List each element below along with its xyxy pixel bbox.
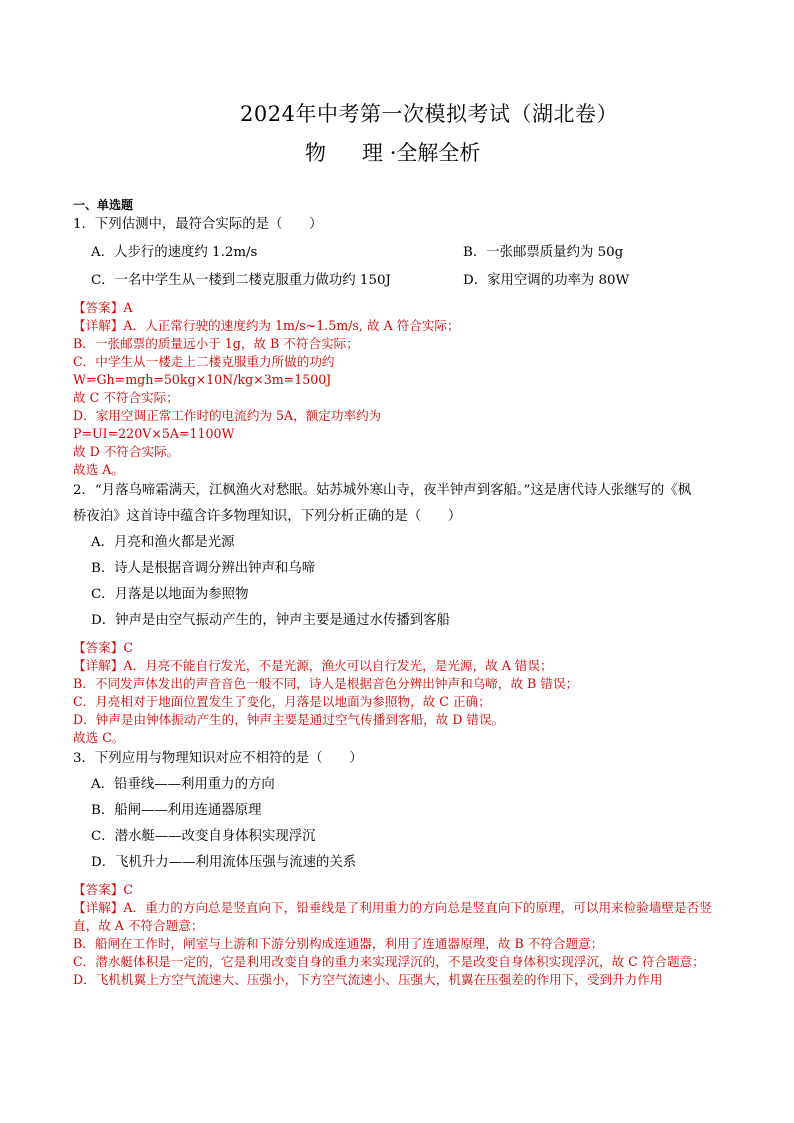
subtitle-suffix: ·全解全析 <box>389 141 481 165</box>
question-1-options-row-2 <box>73 271 733 291</box>
q1-detail-line: P=UI=220V×5A=1100W <box>73 426 235 441</box>
q3-detail-line: B．船闸在工作时，闸室与上游和下游分别构成连通器，利用了连通器原理，故 B 不符合题意； <box>73 936 604 951</box>
question-3-answer-block <box>73 881 733 989</box>
q2-option-b: B．诗人是根据音调分辨出钟声和乌啼 <box>91 561 316 576</box>
question-1-options-row-1 <box>73 243 733 263</box>
subject-char-2: 理 <box>362 141 383 165</box>
q2-answer: 【答案】C <box>73 640 134 655</box>
section-heading: 一、单选题 <box>73 198 134 212</box>
q3-detail-line: D．飞机机翼上方空气流速大、压强小，下方空气流速小、压强大，机翼在压强差的作用下，受到升力作用 <box>73 972 663 987</box>
q2-detail-line: D．钟声是由钟体振动产生的，钟声主要是通过空气传播到客船，故 D 错误。 <box>73 712 505 727</box>
q2-option-a: A．月亮和渔火都是光源 <box>91 535 235 550</box>
exam-content <box>73 197 733 989</box>
question-3-stem: 3．下列应用与物理知识对应不相符的是（ ） <box>73 751 363 766</box>
question-2-answer-block <box>73 639 733 747</box>
q1-conclusion: 故选 A。 <box>73 462 124 477</box>
q3-detail-first: 【详解】A．重力的方向总是竖直向下，铅垂线是了利用重力的方向总是竖直向下的原理，可以用来检验墙壁是否竖直，故 A 不符合题意； <box>73 900 712 933</box>
q3-option-a: A．铅垂线——利用重力的方向 <box>91 777 275 792</box>
exam-subtitle <box>305 137 480 167</box>
question-1-answer-block <box>73 299 733 479</box>
q1-detail-line: C．中学生从一楼走上二楼克服重力所做的功约 <box>73 354 335 369</box>
q2-detail-line: C．月亮相对于地面位置发生了变化，月落是以地面为参照物，故 C 正确； <box>73 694 491 709</box>
q3-detail-line: C．潜水艇体积是一定的，它是利用改变自身的重力来实现浮沉的，不是改变自身体积实现浮沉，故 C 符合题意； <box>73 954 705 969</box>
q2-detail-line: B．不同发声体发出的声音音色一般不同，诗人是根据音色分辨出钟声和乌啼，故 B 错误； <box>73 676 579 691</box>
question-1-stem: 1．下列估测中，最符合实际的是（ ） <box>73 217 323 232</box>
q2-option-d: D．钟声是由空气振动产生的，钟声主要是通过水传播到客船 <box>91 613 450 628</box>
q2-detail-first: 【详解】A．月亮不能自行发光，不是光源，渔火可以自行发光，是光源，故 A 错误； <box>73 658 553 673</box>
q1-option-d: D．家用空调的功率为 80W <box>463 273 630 288</box>
q1-detail-line: 故 C 不符合实际； <box>73 390 179 405</box>
q3-answer: 【答案】C <box>73 882 134 897</box>
question-2-stem-line-1: 2．“月落乌啼霜满天，江枫渔火对愁眠。姑苏城外寒山寺，夜半钟声到客船。”这是唐代诗人张继写的《枫 <box>73 483 692 498</box>
q1-option-a: A．人步行的速度约 1.2m/s <box>91 245 258 260</box>
q2-conclusion: 故选 C。 <box>73 730 125 745</box>
q1-detail-line: 故 D 不符合实际。 <box>73 444 180 459</box>
q1-detail-first: 【详解】A．人正常行驶的速度约为 1m/s~1.5m/s, 故 A 符合实际； <box>73 318 460 333</box>
q1-detail-line: W=Gh=mgh=50kg×10N/kg×3m=1500J <box>73 372 332 387</box>
q1-detail-line: B．一张邮票的质量远小于 1g，故 B 不符合实际； <box>73 336 359 351</box>
q1-answer: 【答案】A <box>73 300 133 315</box>
q1-option-b: B．一张邮票质量约为 50g <box>463 245 624 260</box>
q2-option-c: C．月落是以地面为参照物 <box>91 587 249 602</box>
q3-option-d: D．飞机升力——利用流体压强与流速的关系 <box>91 855 357 870</box>
q3-option-b: B．船闸——利用连通器原理 <box>91 803 262 818</box>
subject-char-1: 物 <box>305 141 326 165</box>
question-2-stem-line-2: 桥夜泊》这首诗中蕴含许多物理知识，下列分析正确的是（ ） <box>73 509 462 524</box>
q3-option-c: C．潜水艇——改变自身体积实现浮沉 <box>91 829 316 844</box>
q1-option-c: C．一名中学生从一楼到二楼克服重力做功约 150J <box>91 273 391 288</box>
exam-title: 2024年中考第一次模拟考试（湖北卷） <box>240 102 618 126</box>
q1-detail-line: D．家用空调正常工作时的电流约为 5A，额定功率约为 <box>73 408 382 423</box>
